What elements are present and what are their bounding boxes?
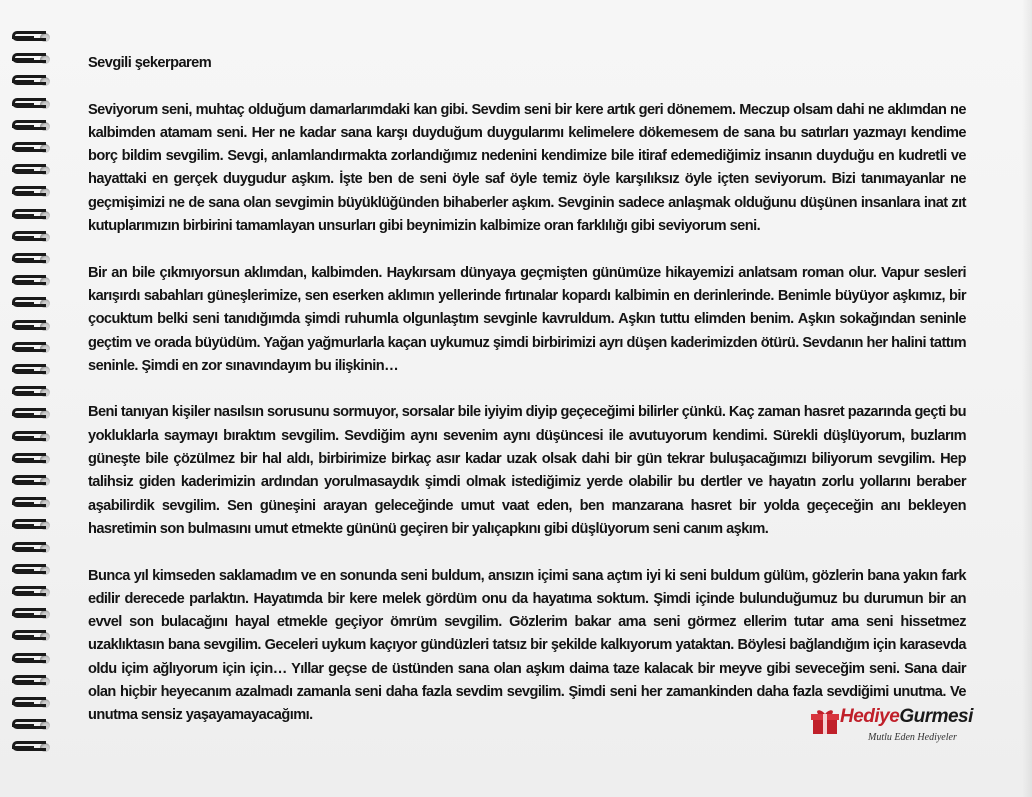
spiral-ring-icon: [10, 208, 54, 222]
spiral-ring-icon: [10, 141, 54, 155]
brand-slogan: Mutlu Eden Hediyeler: [868, 732, 957, 743]
spiral-ring-icon: [10, 474, 54, 488]
gift-box-icon: [810, 706, 840, 736]
spiral-ring-icon: [10, 97, 54, 111]
spiral-ring-icon: [10, 718, 54, 732]
spiral-ring-icon: [10, 541, 54, 555]
spiral-ring-icon: [10, 674, 54, 688]
spiral-ring-icon: [10, 430, 54, 444]
spiral-ring-icon: [10, 496, 54, 510]
spiral-ring-icon: [10, 230, 54, 244]
spiral-ring-icon: [10, 563, 54, 577]
spiral-ring-icon: [10, 74, 54, 88]
spiral-ring-icon: [10, 252, 54, 266]
spiral-ring-icon: [10, 740, 54, 754]
spiral-binding-icon: [10, 30, 58, 770]
letter-paragraph-3: Beni tanıyan kişiler nasılsın sorusunu sormuyor, sorsalar bile iyiyim diyip geçeceğimi bilirler çünkü. Kaç zaman hasret pazarında geçti bu yokluklarla saymayı bıraktım sevgilim. Sevdiğim aynı sevenim aynı düşüncesi ile avutuyorum kendimi. Sürekli düşlüyorum, buzlarım güneşte bile çözülmez bir hal aldı, birbirimize birkaç asır kadar uzak olsak dahi bir gün tekrar buluşacağımızı biliyorum sevgilim. Hep talihsiz giden kaderimizin ardından yorulmasaydık şimdi olmak istediğimiz yerde olabilir bu dertler ve hayatın zorlu yollarını beraber aşabilirdik sevgilim. Sen güneşini arayan geleceğinde umut vaat eden, ben manzarana hasret bir yolda geçeceğin anı bekleyen hasretimin son bulmasını umut etmekte gününü geçiren bir yalıçapkını gibi düşlüyorum seni canım aşkım.: [88, 404, 966, 537]
spiral-ring-icon: [10, 185, 54, 199]
spiral-ring-icon: [10, 163, 54, 177]
letter-paragraph-1: Seviyorum seni, muhtaç olduğum damarlarımdaki kan gibi. Sevdim seni bir kere artık geri dönemem. Meczup olsam dahi ne aklımdan ne kalbimden atamam seni. Her ne kadar sana karşı duyduğum duygularımı kelimelere dökemesem de sana bu satırları yazmayı kendime borç bildim sevgilim. Sevgi, anlamlandırmakta zorlandığımız nedenini kendimize bile itiraf edemediğimiz insanın duyduğu en kudretli ve hayattaki en gerçek duygudur aşkım. İşte ben de seni öyle saf öyle temiz öyle karşılıksız öyle içten seviyorum. Bizi tanımayanlar ne geçmişimizi ne de sana olan sevgimin büyüklüğünden bihaberler aşkım. Sevginin sadece anlaşmak olduğunu düşünen insanlara inat zıt kutuplarımızın birbirini tamamlayan unsurları gibi beynimizin kalbimize oran farklılığı gibi seviyorum seni.: [88, 101, 966, 235]
spiral-ring-icon: [10, 30, 54, 44]
brand-name-part2: Gurmesi: [899, 706, 973, 727]
spiral-ring-icon: [10, 629, 54, 643]
spiral-ring-icon: [10, 452, 54, 466]
spiral-ring-icon: [10, 607, 54, 621]
brand-name-part1: Hediye: [840, 706, 900, 727]
spiral-ring-icon: [10, 296, 54, 310]
spiral-ring-icon: [10, 52, 54, 66]
spiral-ring-icon: [10, 274, 54, 288]
spiral-ring-icon: [10, 585, 54, 599]
spiral-ring-icon: [10, 341, 54, 355]
letter-body: [88, 52, 966, 751]
spiral-ring-icon: [10, 652, 54, 666]
letter-paragraph-4: Bunca yıl kimseden saklamadım ve en sonunda seni buldum, ansızın içimi sana açtım iyi ki seni buldum gülüm, gözlerin bana yakın fark edilir derecede parlaktın. Hayatımda bir kere melek gördüm onu da hayatıma soktum. Şimdi içinde bulunduğumuz bu durumun bir an evvel son bulacağını hayal etmekle geçiyor ömrüm sevgilim. Gözlerim bakar ama seni görmez ellerim tutar ama seni hissetmez uzaklıktasın bana sevgilim. Geceleri uykum kaçıyor gündüzleri tatsız bir şekilde kalkıyorum yataktan. Böylesi bağlandığım için karasevda oldu içim ağlıyorum için için… Yıllar geçse de üstünden sana olan aşkım daima taze kalacak bir meyve gibi seveceğim seni. Sana dair olan hiçbir heyecanım azalmadı zamanla seni daha fazla sevdim sevgilim. Şimdi seni her zamankinden daha fazla sevdiğimi unutma. Ve unutma sensiz yaşayamayacağımı.: [88, 567, 966, 724]
spiral-ring-icon: [10, 319, 54, 333]
letter-paragraph-2: Bir an bile çıkmıyorsun aklımdan, kalbimden. Haykırsam dünyaya geçmişten günümüze hikayemizi anlatsam roman olur. Vapur sesleri karışırdı sabahları güneşlerimize, sen eserken aklımın yellerinde fırtınalar kopardı kalbimin en derinlerinde. Benimle büyüyor aşkımız, bir çocuktum belki seni tanıdığımda şimdi ruhumla olgunlaştım sevginle kavruldum. Aşkın tuttu elimden benim. Aşkın sokağından seninle geçtim ve orada büyüdüm. Yağan yağmurlarla kaçan uykumuz şimdi birbirimizi ayrı düşen kaderimizden ötürü. Sevdanın her halini tattım seninle. Şimdi en zor sınavındayım bu ilişkinin…: [88, 264, 966, 374]
spiral-ring-icon: [10, 363, 54, 377]
spiral-ring-icon: [10, 407, 54, 421]
brand-logo: [806, 704, 976, 750]
letter-salutation: Sevgili şekerparem: [88, 55, 212, 71]
brand-name: [840, 706, 973, 728]
spiral-ring-icon: [10, 119, 54, 133]
spiral-ring-icon: [10, 385, 54, 399]
spiral-ring-icon: [10, 518, 54, 532]
spiral-ring-icon: [10, 696, 54, 710]
